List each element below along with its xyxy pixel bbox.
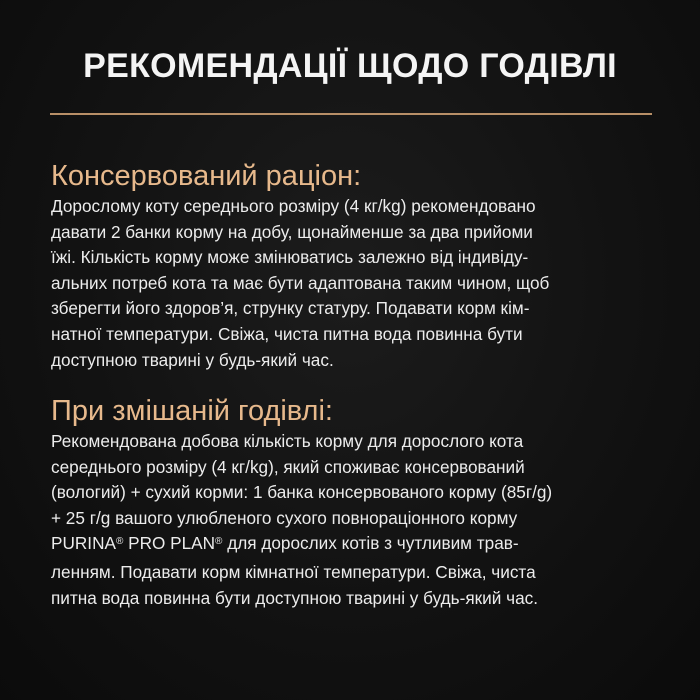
section-heading: Консервований раціон:	[51, 160, 362, 192]
page-title: РЕКОМЕНДАЦІЇ ЩОДО ГОДІВЛІ	[83, 47, 617, 85]
brand-line-text: для дорослих котів з чутливим трав-	[227, 533, 519, 554]
body-line: ленням. Подавати корм кімнатної температури. Свіжа, чиста	[51, 561, 536, 582]
registered-mark: ®	[115, 536, 124, 548]
section-heading: При змішаній годівлі:	[51, 395, 333, 427]
body-line: альних потреб кота та має бути адаптована таким чином, щоб	[51, 272, 550, 293]
brand-name-purina: PURINA	[51, 533, 116, 554]
body-line: зберегти його здоров’я, струнку статуру. Подавати корм кім-	[51, 298, 530, 319]
body-line: Рекомендована добова кількість корму для дорослого кота	[51, 431, 524, 451]
body-line: натної температури. Свіжа, чиста питна вода повинна бути	[51, 323, 523, 344]
body-line-brand	[51, 531, 656, 560]
body-line: Дорослому коту середнього розміру (4 кг/kg) рекомендовано	[51, 196, 536, 216]
mixed-feeding-section	[51, 393, 656, 611]
body-line: їжі. Кількість корму може змінюватись залежно від індивіду-	[51, 247, 529, 268]
body-line: середнього розміру (4 кг/kg), який споживає консервований	[51, 456, 525, 477]
body-line: питна вода повинна бути доступною тварині у будь-який час.	[51, 587, 539, 608]
body-line: давати 2 банки корму на добу, щонайменше за два прийоми	[51, 221, 533, 242]
canned-diet-section	[51, 158, 656, 373]
section-body	[51, 194, 656, 373]
body-line: доступною тварині у будь-який час.	[51, 349, 334, 370]
title-divider	[50, 113, 652, 115]
body-line: + 25 г/g вашого улюбленого сухого повнораціонного корму	[51, 507, 518, 528]
registered-mark: ®	[215, 536, 223, 548]
body-line: (вологий) + сухий корми: 1 банка консервованого корму (85г/g)	[51, 482, 553, 503]
section-body	[51, 429, 656, 611]
brand-name-pro-plan: PRO PLAN	[128, 533, 216, 554]
